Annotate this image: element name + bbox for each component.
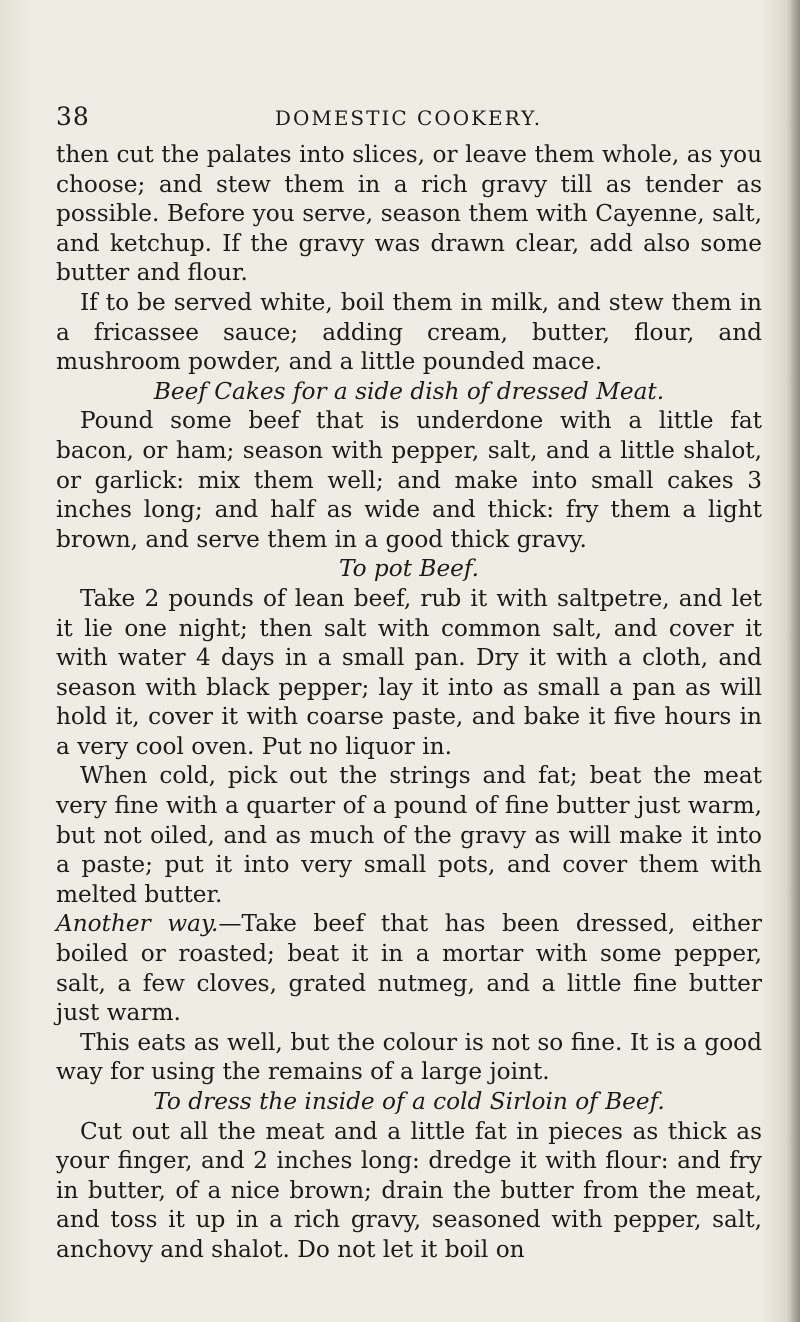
page-header: [56, 102, 761, 134]
paragraph-another-way: [56, 909, 762, 1027]
paragraph-beef-cakes: Pound some beef that is underdone with a little fat bacon, or ham; season with pepper, salt, and a little shalot, or garlick: mix them well; and make into small cakes 3 inches long; and half as wide and thick: fry them a light brown, and serve them in a good thick gravy.: [56, 407, 762, 553]
body-text: [56, 140, 762, 1265]
another-way-label: Another way.: [56, 910, 219, 938]
heading-beef-cakes: Beef Cakes for a side dish of dressed Meat.: [153, 377, 665, 405]
paragraph-eats-as-well: This eats as well, but the colour is not so fine. It is a good way for using the remains of a large joint.: [56, 1028, 762, 1086]
another-way-text: —Take beef that has been dressed, either boiled or roasted; beat it in a mortar with some pepper, salt, a few cloves, grated nutmeg, and a little fine butter just warm.: [56, 910, 762, 1027]
paragraph-cold-sirloin: Cut out all the meat and a little fat in pieces as thick as your finger, and 2 inches long: dredge it with flour: and fry in butter, of a nice brown; drain the butter from the meat, and toss it up in a rich gravy, seasoned with pepper, salt, anchovy and shalot. Do not let it boil on: [56, 1117, 762, 1263]
paragraph-pot-beef: Take 2 pounds of lean beef, rub it with saltpetre, and let it lie one night; then salt with common salt, and cover it with water 4 days in a small pan. Dry it with a cloth, and season with black pepper; lay it into as small a pan as will hold it, cover it with coarse paste, and bake it five hours in a very cool oven. Put no liquor in.: [56, 584, 762, 760]
heading-to-pot-beef: To pot Beef.: [338, 555, 480, 583]
page-edge-shadow: [786, 0, 800, 1322]
running-head: DOMESTIC COOKERY.: [274, 106, 543, 130]
paragraph-palates-continued: then cut the palates into slices, or leave them whole, as you choose; and stew them in a rich gravy till as tender as possible. Before you serve, season them with Cayenne, salt, and ketchup. If the gravy was drawn clear, add also some butter and flour.: [56, 141, 762, 287]
heading-cold-sirloin: To dress the inside of a cold Sirloin of Beef.: [153, 1088, 665, 1115]
paragraph-when-cold: When cold, pick out the strings and fat; beat the meat very fine with a quarter of a pound of fine butter just warm, but not oiled, and as much of the gravy as will make it into a paste; put it into very small pots, and cover them with melted butter.: [56, 762, 762, 908]
paragraph-served-white: If to be served white, boil them in milk, and stew them in a fricassee sauce; adding cream, butter, flour, and mushroom powder, and a little pounded mace.: [56, 288, 762, 376]
page-number: 38: [56, 102, 90, 131]
